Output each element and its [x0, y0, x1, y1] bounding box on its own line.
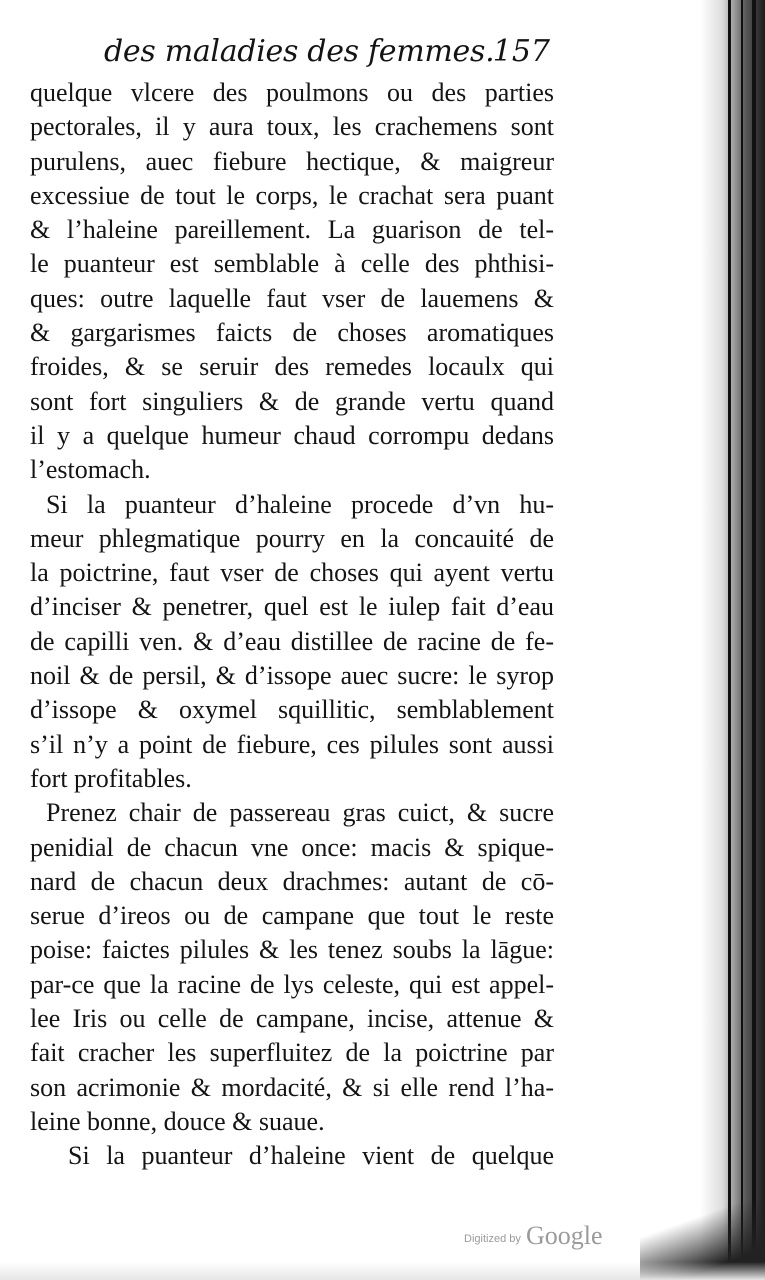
text-line: par-ce que la racine de lys celeste, qui est appel-	[30, 969, 554, 999]
page-edge-stripe	[728, 0, 731, 1280]
text-line: poise: faictes pilules & les tenez soubs la lāgue:	[30, 935, 554, 965]
text-line: fort profitables.	[30, 763, 192, 793]
text-line: quelque vlcere des poulmons ou des parties	[30, 78, 554, 107]
body-text	[30, 76, 554, 1174]
bottom-shade	[0, 1262, 765, 1280]
page-edge-stripe	[752, 0, 756, 1280]
text-line: s’il n’y a point de fiebure, ces pilules sont aussi	[30, 729, 554, 759]
paragraph-start-line: Si la puanteur d’haleine vient de quelque	[68, 1141, 554, 1171]
running-title: des maladies des femmes.	[104, 34, 495, 69]
digitized-watermark	[464, 1222, 624, 1252]
text-line: lee Iris ou celle de campane, incise, attenue &	[30, 1004, 554, 1034]
text-line: penidial de chacun vne once: macis & spique-	[30, 832, 554, 862]
text-line: pectorales, il y aura toux, les crachemens sont	[30, 112, 554, 142]
google-logo: Google	[526, 1221, 603, 1250]
text-line: sont fort singuliers & de grande vertu quand	[30, 386, 554, 416]
text-line: le puanteur est semblable à celle des phthisi-	[30, 249, 554, 279]
text-line: de capilli ven. & d’eau distillee de racine de fe-	[30, 626, 554, 656]
text-line: fait cracher les superfluitez de la poictrine par	[30, 1038, 554, 1068]
text-line: excessiue de tout le corps, le crachat sera puant	[30, 180, 554, 210]
text-line: leine bonne, douce & suaue.	[30, 1106, 325, 1136]
text-line: son acrimonie & mordacité, & si elle rend l’ha-	[30, 1072, 554, 1102]
text-line: purulens, auec fiebure hectique, & maigreur	[30, 146, 554, 176]
text-line: l’estomach.	[30, 455, 151, 485]
text-line: la poictrine, faut vser de choses qui ayent vertu	[30, 558, 554, 588]
page-number: 157	[492, 34, 550, 69]
paragraph-start-line: Prenez chair de passereau gras cuict, & sucre	[46, 798, 554, 828]
text-line: noil & de persil, & d’issope auec sucre: le syrop	[30, 661, 554, 691]
page-edge-stripe	[741, 0, 743, 1280]
text-line: d’issope & oxymel squillitic, semblablement	[30, 695, 554, 725]
text-line: & l’haleine pareillement. La guarison de tel-	[30, 215, 554, 245]
watermark-prefix: Digitized by	[464, 1233, 521, 1245]
text-line: & gargarismes faicts de choses aromatiques	[30, 318, 554, 348]
text-line: il y a quelque humeur chaud corrompu dedans	[30, 420, 554, 450]
running-head	[104, 32, 550, 72]
paragraph-start-line: Si la puanteur d’haleine procede d’vn hu-	[46, 489, 554, 519]
text-line: d’inciser & penetrer, quel est le iulep fait d’eau	[30, 592, 554, 622]
text-line: meur phlegmatique pourry en la concauité de	[30, 523, 554, 553]
text-line: nard de chacun deux drachmes: autant de cō-	[30, 866, 554, 896]
text-line: serue d’ireos ou de campane que tout le reste	[30, 901, 554, 931]
text-line: ques: outre laquelle faut vser de lauemens &	[30, 283, 554, 313]
text-line: froides, & se seruir des remedes locaulx qui	[30, 352, 554, 382]
